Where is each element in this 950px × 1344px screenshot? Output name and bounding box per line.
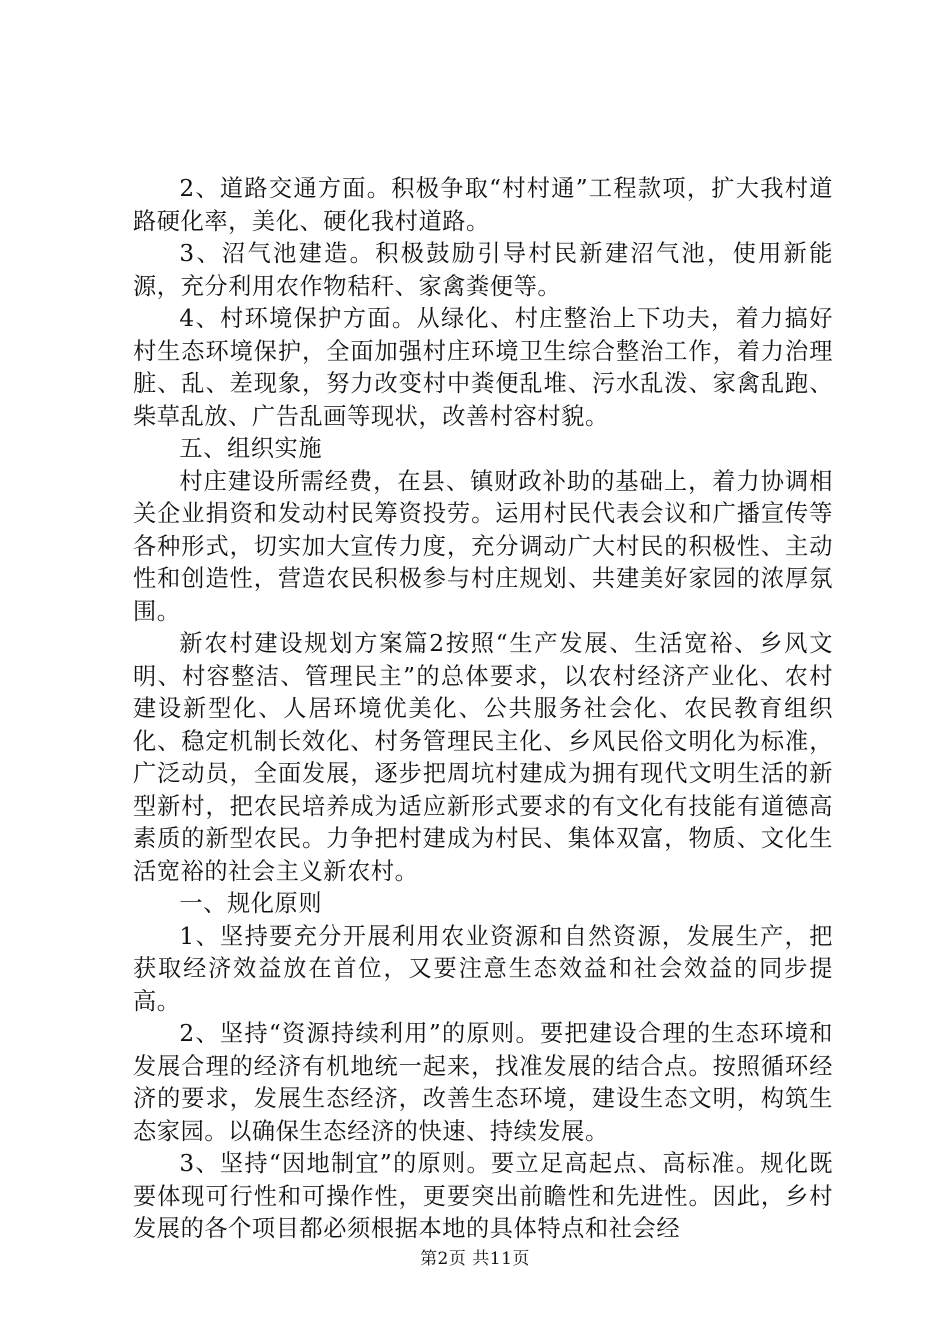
document-body: [133, 173, 833, 1246]
paragraph-funding: 村庄建设所需经费，在县、镇财政补助的基础上，着力协调相关企业捐资和发动村民筹资投劳。运用村民代表会议和广播宣传等各种形式，切实加大宣传力度，充分调动广大村民的积极性、主动性和创造性，营造农民积极参与村庄规划、共建美好家园的浓厚氛围。: [133, 467, 833, 625]
paragraph-plan-2-intro: 新农村建设规划方案篇2按照“生产发展、生活宽裕、乡风文明、村容整洁、管理民主”的总体要求，以农村经济产业化、农村建设新型化、人居环境优美化、公共服务社会化、农民教育组织化、稳定机制长效化、村务管理民主化、乡风民俗文明化为标准，广泛动员，全面发展，逐步把周坑村建成为拥有现代文明生活的新型新村，把农民培养成为适应新形式要求的有文化有技能有道德高素质的新型农民。力争把村建成为村民、集体双富，物质、文化生活宽裕的社会主义新农村。: [133, 630, 833, 885]
page-number-footer: 第2页 共11页: [420, 1249, 530, 1269]
paragraph-road-traffic: 2、道路交通方面。积极争取“村村通”工程款项，扩大我村道路硬化率，美化、硬化我村道路。: [133, 175, 833, 235]
paragraph-principle-2: 2、坚持“资源持续利用”的原则。要把建设合理的生态环境和发展合理的经济有机地统一起来，找准发展的结合点。按照循环经济的要求，发展生态经济，改善生态环境，建设生态文明，构筑生态家园。以确保生态经济的快速、持续发展。: [133, 1020, 833, 1145]
section-heading-implementation: 五、组织实施: [179, 435, 323, 462]
section-heading-principles: 一、规化原则: [179, 890, 323, 917]
paragraph-biogas: 3、沼气池建造。积极鼓励引导村民新建沼气池，使用新能源，充分利用农作物秸秆、家禽粪便等。: [133, 240, 833, 300]
paragraph-principle-3: 3、坚持“因地制宜”的原则。要立足高起点、高标准。规化既要体现可行性和可操作性，更要突出前瞻性和先进性。因此，乡村发展的各个项目都必须根据本地的具体特点和社会经: [133, 1150, 833, 1242]
paragraph-principle-1: 1、坚持要充分开展利用农业资源和自然资源，发展生产，把获取经济效益放在首位，又要注意生态效益和社会效益的同步提高。: [133, 922, 833, 1015]
paragraph-environment: 4、村环境保护方面。从绿化、村庄整治上下功夫，着力搞好村生态环境保护，全面加强村庄环境卫生综合整治工作，着力治理脏、乱、差现象，努力改变村中粪便乱堆、污水乱泼、家禽乱跑、柴草乱放、广告乱画等现状，改善村容村貌。: [133, 305, 833, 430]
